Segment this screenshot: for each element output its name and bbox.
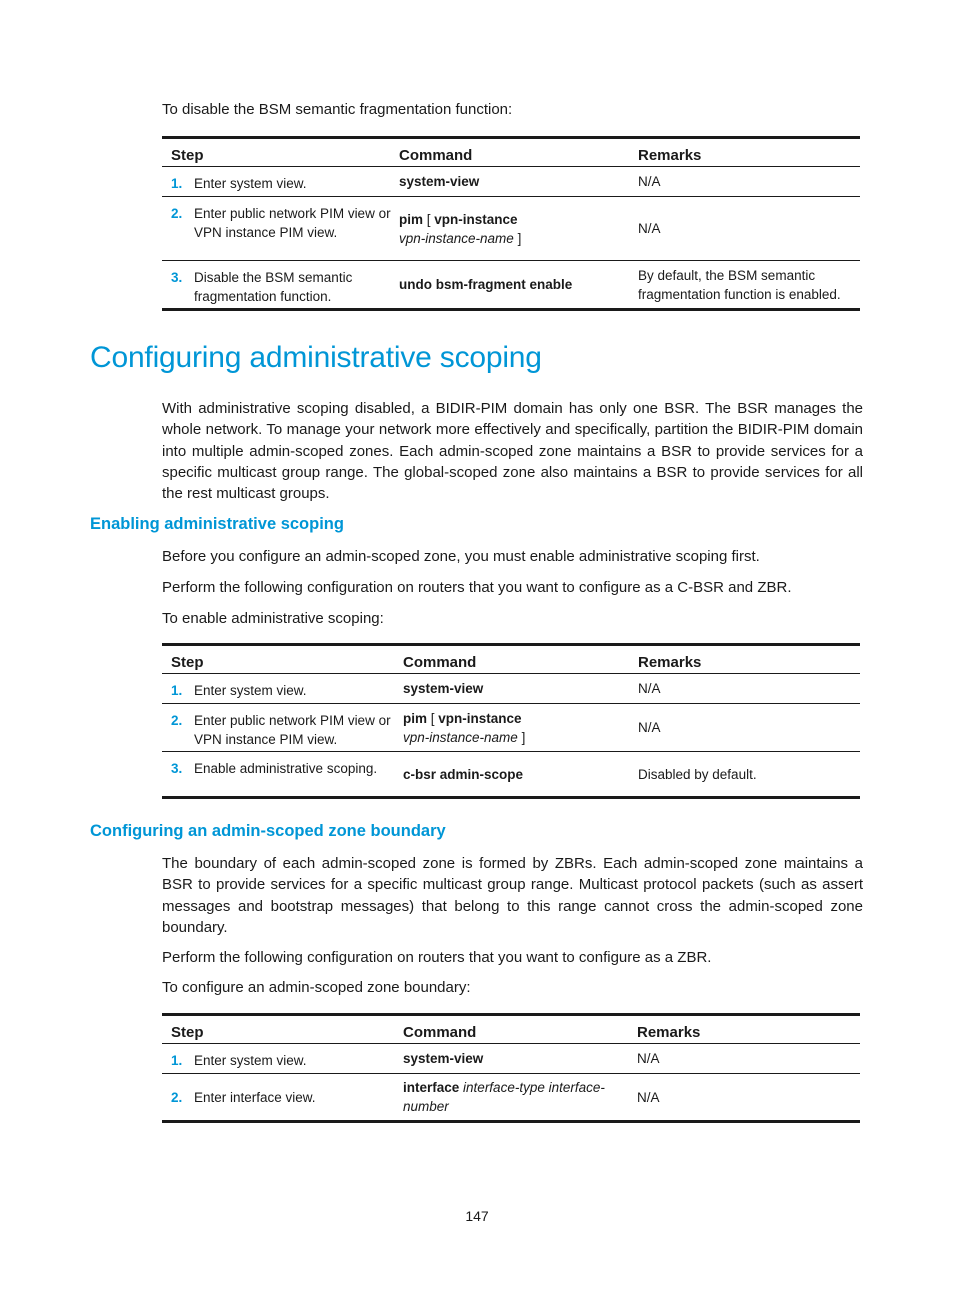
step-command: system-view [399, 167, 638, 197]
step-description: Enter public network PIM view or VPN instance PIM view. [194, 197, 399, 261]
step-description: Enter public network PIM view or VPN instance PIM view. [194, 704, 403, 752]
table-row [162, 261, 860, 310]
table-row [162, 674, 860, 704]
step-command: interface interface-type interface-number [403, 1080, 605, 1114]
step-command: c-bsr admin-scope [403, 766, 524, 782]
intro-text: To disable the BSM semantic fragmentation function: [162, 101, 513, 118]
step-description: Enter system view. [194, 1044, 403, 1074]
step-header: Step [162, 138, 399, 167]
command-header: Command [403, 1015, 637, 1044]
table-header-row [162, 1015, 860, 1044]
step-description: Enter interface view. [194, 1089, 316, 1105]
paragraph: Before you configure an admin-scoped zone, you must enable administrative scoping first. [162, 548, 760, 565]
command-header: Command [399, 138, 638, 167]
command-header: Command [403, 645, 638, 674]
step-command: pim [ vpn-instance vpn-instance-name ] [403, 704, 638, 752]
step-description: Enter system view. [194, 167, 399, 197]
step-remarks: N/A [638, 197, 860, 261]
subsection-title-enabling: Enabling administrative scoping [90, 515, 344, 533]
step-remarks: N/A [637, 1089, 660, 1105]
step-number: 1. [162, 167, 194, 197]
bsm-fragment-table [162, 136, 860, 311]
step-number: 1. [162, 1044, 194, 1074]
paragraph: The boundary of each admin-scoped zone is formed by ZBRs. Each admin-scoped zone maintains a BSR to provide services for a specific multicast group range. Multicast protocol packets (such as assert messages and bootstrap messages) that belong to this range cannot cross the admin-scoped zone boundary. [162, 855, 863, 936]
zone-boundary-table [162, 1013, 860, 1123]
remarks-header: Remarks [637, 1015, 860, 1044]
step-command: system-view [403, 1044, 637, 1074]
step-number: 2. [162, 197, 194, 261]
section-paragraph: With administrative scoping disabled, a BIDIR-PIM domain has only one BSR. The BSR manages the whole network. To manage your network more effectively and specifically, partition the BIDIR-PIM domain into multiple admin-scoped zones. Each admin-scoped zone maintains a BSR to provide services for a specific multicast group range. The global-scoped zone also maintains a BSR to provide services for all the rest multicast groups. [162, 400, 863, 503]
step-description: Disable the BSM semantic fragmentation function. [194, 270, 353, 304]
step-command: system-view [403, 674, 638, 704]
table-header-row [162, 138, 860, 167]
step-number: 3. [171, 270, 183, 285]
step-description: Enable administrative scoping. [194, 761, 378, 776]
remarks-header: Remarks [638, 138, 860, 167]
table-row [162, 1044, 860, 1074]
step-remarks: N/A [638, 167, 860, 197]
step-remarks: Disabled by default. [638, 766, 757, 782]
step-number: 1. [162, 674, 194, 704]
table-row [162, 197, 860, 261]
table-row [162, 1074, 860, 1122]
step-number: 2. [162, 704, 194, 752]
remarks-header: Remarks [638, 645, 860, 674]
paragraph: Perform the following configuration on routers that you want to configure as a ZBR. [162, 949, 712, 966]
paragraph: To enable administrative scoping: [162, 610, 384, 627]
step-remarks: N/A [637, 1044, 860, 1074]
step-remarks: By default, the BSM semantic fragmentation function is enabled. [638, 267, 841, 302]
step-number: 2. [171, 1089, 183, 1105]
table-row [162, 752, 860, 798]
step-command: undo bsm-fragment enable [399, 277, 573, 292]
page-number: 147 [465, 1208, 489, 1224]
step-description: Enter system view. [194, 674, 403, 704]
step-number: 3. [171, 761, 183, 776]
step-header: Step [162, 645, 403, 674]
step-header: Step [162, 1015, 403, 1044]
section-title: Configuring administrative scoping [90, 341, 542, 374]
table-row [162, 167, 860, 197]
paragraph: To configure an admin-scoped zone boundary: [162, 979, 471, 996]
step-remarks: N/A [638, 704, 860, 752]
table-header-row [162, 645, 860, 674]
step-command: pim [ vpn-instance vpn-instance-name ] [399, 197, 638, 261]
paragraph: Perform the following configuration on routers that you want to configure as a C-BSR and ZBR. [162, 579, 792, 596]
subsection-title-boundary: Configuring an admin-scoped zone boundary [90, 822, 446, 840]
step-remarks: N/A [638, 674, 860, 704]
table-row [162, 704, 860, 752]
enable-admin-scope-table [162, 643, 860, 799]
